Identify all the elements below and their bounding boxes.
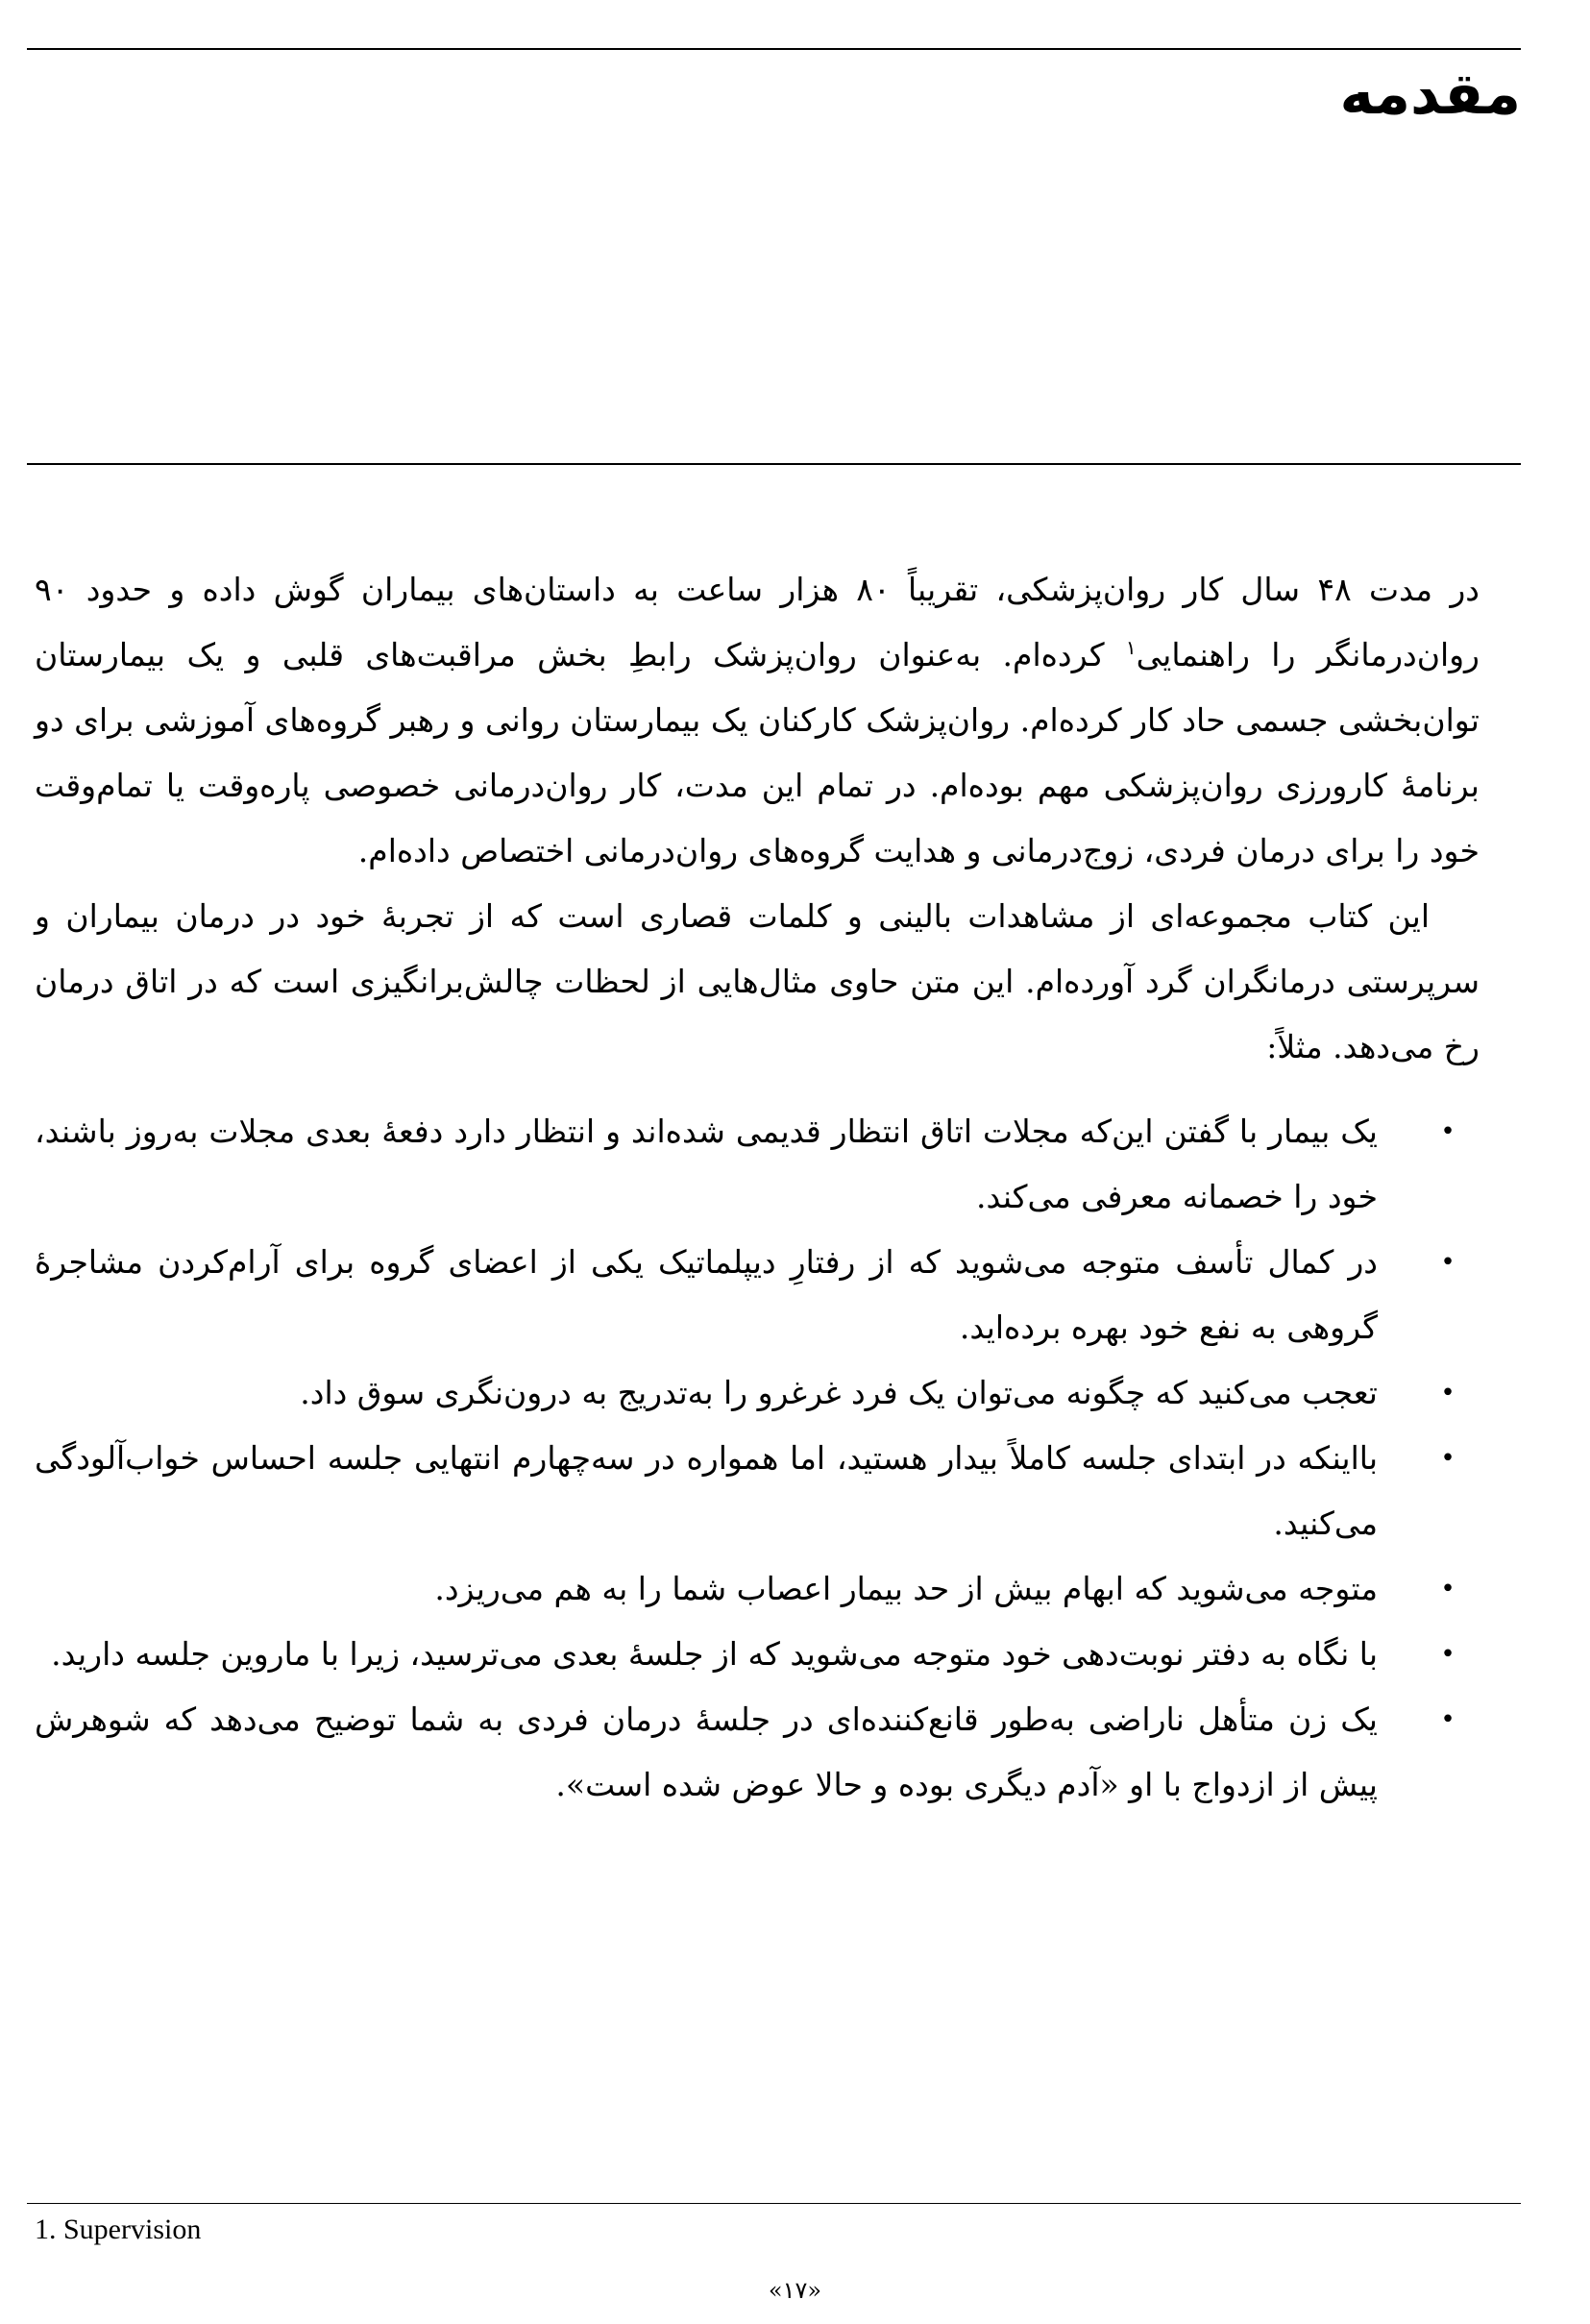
footnote-rule xyxy=(27,2203,1521,2204)
list-item xyxy=(35,1622,1480,1687)
list-item xyxy=(35,1360,1480,1426)
footnote-reference: ۱ xyxy=(1125,636,1137,659)
bullet-icon: • xyxy=(1440,1379,1455,1407)
list-item xyxy=(35,1556,1480,1622)
bullet-icon: • xyxy=(1440,1444,1455,1473)
bullet-icon: • xyxy=(1440,1575,1455,1603)
example-list xyxy=(35,1099,1480,1818)
list-item-text: بااینکه در ابتدای جلسه کاملاً بیدار هستید، اما همواره در سه‌چهارم انتهایی جلسه احساس خواب‌آلودگی می‌کنید. xyxy=(35,1439,1378,1542)
list-item xyxy=(35,1099,1480,1230)
chapter-title: مقدمه xyxy=(1339,61,1521,128)
list-item xyxy=(35,1230,1480,1360)
paragraph-2: این کتاب مجموعه‌ای از مشاهدات بالینی و کلمات قصاری است که از تجربهٔ خود در درمان بیماران و سرپرستی درمانگران گرد آورده‌ام. این متن حاوی مثال‌هایی از لحظات چالش‌برانگیزی است که در اتاق درمان رخ می‌دهد. مثلاً: xyxy=(35,897,1480,1065)
bullet-icon: • xyxy=(1440,1705,1455,1734)
page-number: «۱۷» xyxy=(768,2277,822,2304)
list-item-text: یک زن متأهل ناراضی به‌طور قانع‌کننده‌ای در جلسهٔ درمان فردی به شما توضیح می‌دهد که شوهرش پیش از ازدواج با او «آدم دیگری بوده و حالا عوض شده است». xyxy=(35,1700,1378,1803)
list-item-text: متوجه می‌شوید که ابهام بیش از حد بیمار اعصاب شما را به هم می‌ریزد. xyxy=(434,1570,1378,1607)
bullet-icon: • xyxy=(1440,1117,1455,1146)
list-item-text: با نگاه به دفتر نوبت‌دهی خود متوجه می‌شوید که از جلسهٔ بعدی می‌ترسید، زیرا با ماروین جلسه دارید. xyxy=(51,1635,1378,1673)
list-item xyxy=(35,1687,1480,1818)
paragraph-1-text-before-ref: در مدت ۴۸ سال کار روان‌پزشکی، تقریباً ۸۰ هزار ساعت به داستان‌های بیماران گوش داده و حدود ۹۰ روان‌درمانگر را راهنمایی xyxy=(35,571,1480,673)
paragraph-1 xyxy=(35,557,1480,884)
paragraph-1-text-after-ref: کرده‌ام. به‌عنوان روان‌پزشک رابطِ بخش مراقبت‌های قلبی و یک بیمارستان توان‌بخشی جسمی حاد کار کرده‌ام. روان‌پزشک کارکنان یک بیمارستان روانی و رهبر گروه‌های آموزشی برای دو برنامهٔ کارورزی روان‌پزشکی مهم بوده‌ام. در تمام این مدت، کار روان‌درمانی خصوصی پاره‌وقت یا تمام‌وقت خود را برای درمان فردی، زوج‌درمانی و هدایت گروه‌های روان‌درمانی اختصاص داده‌ام. xyxy=(35,636,1480,869)
body-text xyxy=(35,557,1480,1818)
footnote: 1. Supervision xyxy=(35,2214,202,2245)
title-bottom-rule xyxy=(27,463,1521,465)
list-item-text: در کمال تأسف متوجه می‌شوید که از رفتارِ دیپلماتیک یکی از اعضای گروه برای آرام‌کردن مشاجرهٔ گروهی به نفع خود بهره برده‌اید. xyxy=(35,1243,1379,1346)
bullet-icon: • xyxy=(1440,1248,1455,1277)
list-item xyxy=(35,1426,1480,1556)
list-item-text: یک بیمار با گفتن این‌که مجلات اتاق انتظار قدیمی شده‌اند و انتظار دارد دفعهٔ بعدی مجلات به‌روز باشند، خود را خصمانه معرفی می‌کند. xyxy=(35,1113,1378,1215)
top-rule xyxy=(27,48,1521,50)
bullet-icon: • xyxy=(1440,1640,1455,1669)
list-item-text: تعجب می‌کنید که چگونه می‌توان یک فرد غرغرو را به‌تدریج به درون‌نگری سوق داد. xyxy=(300,1374,1378,1411)
